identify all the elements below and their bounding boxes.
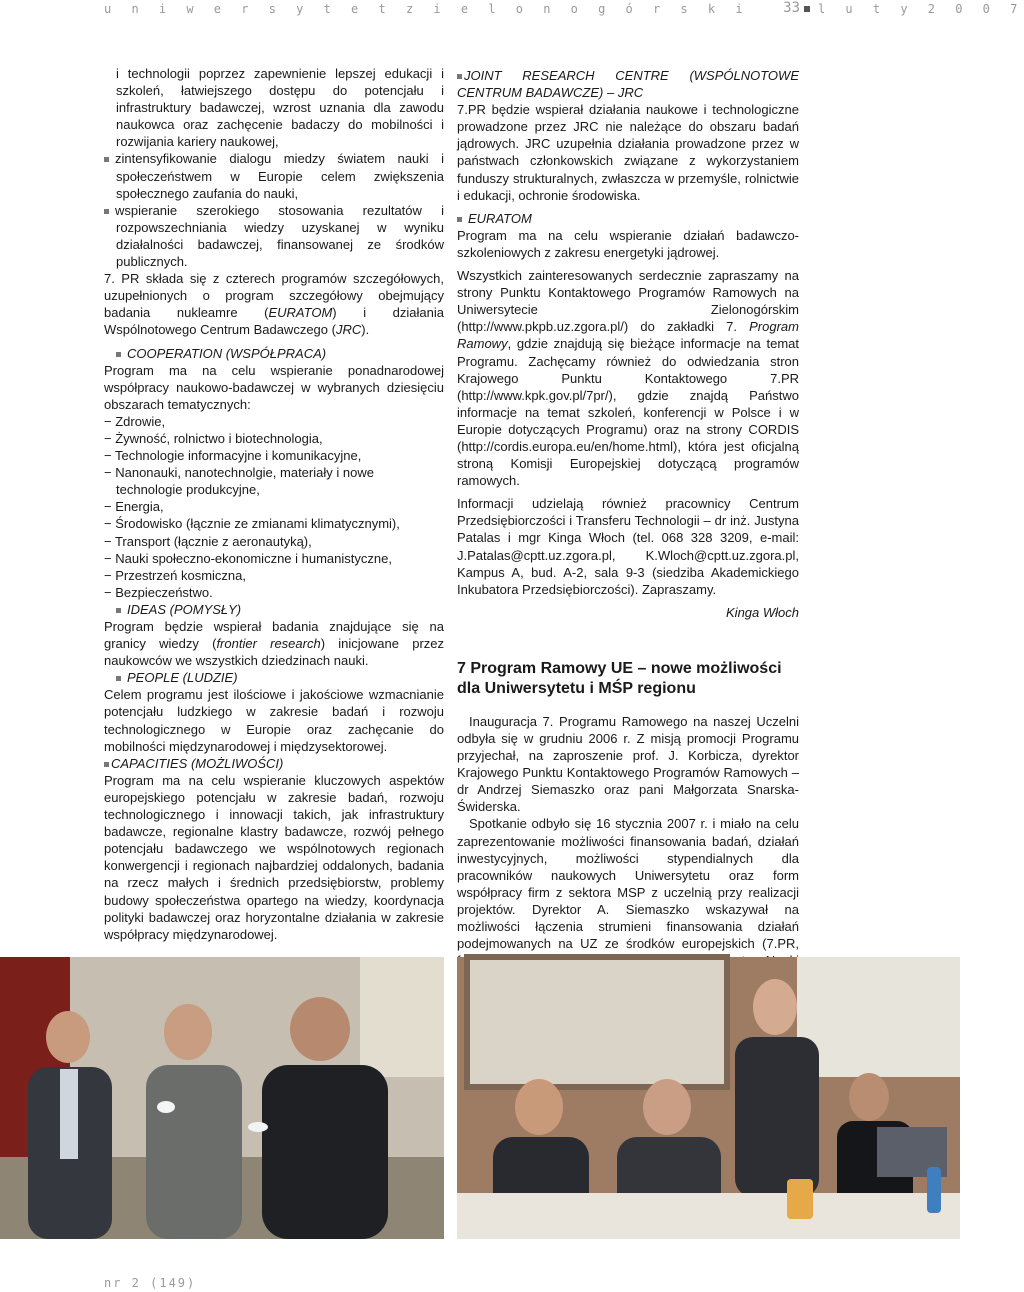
section-heading-euratom [457,210,799,227]
heading-text: JOINT RESEARCH CENTRE (WSPÓLNOTOWE CENTRUM BADAWCZE) – JRC [457,68,799,101]
ideas-emphasis: frontier research [216,636,321,652]
list-item: − Energia, [104,498,444,515]
bullet-square-icon [457,217,462,222]
header-title [104,2,1024,16]
pr7-text: 7. PR składa się z czterech programów szczegółowych, uzupełnionych o program szczegółowy obejmujący badania nukleamre ( [104,271,444,321]
list-item: − Środowisko (łącznie ze zmianami klimatycznymi), [104,515,444,532]
list-item: − Transport (łącznie z aeronautyką), [104,533,444,550]
bullet-square-icon [457,74,462,79]
ideas-part: ) inicjowane przez naukowców we wszystkich dziedzinach nauki. [104,636,445,669]
invite-emphasis: Program Ramowy [457,319,799,352]
header-separator [804,6,810,12]
author-signature: Kinga Włoch [726,604,799,620]
section-heading-cooperation [104,345,444,362]
pr7-paragraph [104,270,444,338]
page-number: 33 [783,0,800,16]
pr7-text: ). [361,322,370,338]
themes-list [104,413,444,601]
event-photo-right [457,957,960,1239]
bullet-square-icon [104,209,109,214]
page-footer: nr 2 (149) [104,1276,197,1290]
bullet-square-icon [116,608,121,613]
people-text: Celem programu jest ilościowe i jakościowe wzmacnianie potencjału ludzkiego w zakresie badań i rozwoju technologicznego w Europie oraz zachęcanie do mobilności międzynarodowej i międzysektorowej. [104,687,444,754]
bullet-square-icon [104,157,109,162]
photo-people-standing [0,957,444,1239]
capacities-text: Program ma na celu wspieranie kluczowych aspektów europejskiego potencjału w zakresie badań, rozwoju technologicznego i innowacji takich, jak infrastruktury badawcze, regionalne klastry badawcze, rozwój pełnego potencjału badawczego we wspólnotowych regionach konwergencji i regionach najbardziej oddalonych, badania na rzecz małych i średnich przedsiębiorstw, problemy budowy społeczeństwa opartego na wiedzy, koordynacja polityki badawczej oraz horyzontalne działania w zakresie współpracy międzynarodowej. [104,772,444,942]
invite-text [457,267,799,489]
invite-part: , gdzie znajdują się bieżące informacje na temat Programu. Zachęcamy również do odwiedzania stron Krajowego Punktu Kontaktowego 7.PR (http://www.kpk.gov.pl/7pr/), gdzie znajdą Państwo informacje na temat szkoleń, konferencji w Polsce i w Europie dotyczących Programu) oraz na strony CORDIS (http://cordis.europa.eu/en/home.html), która jest oficjalną stroną Komisji Europejskiej dotyczącą programów ramowych. [457,336,799,489]
article-paragraph: Inauguracja 7. Programu Ramowego na naszej Uczelni odbyła się w grudniu 2006 r. Z misją promocji Programu przyjechał, na zaproszenie prof. J. Korbicza, dyrektor Krajowego Punktu Kontaktowego Programów Ramowych – dr Andrzej Siemaszko oraz pani Małgorzata Snarska-Świderska. [457,713,799,815]
heading-text: COOPERATION (WSPÓŁPRACA) [127,345,327,361]
pr7-text: ) i działania Wspólnotowego Centrum Badawczego ( [104,305,444,338]
bullet-text: wspieranie szerokiego stosowania rezultatów i rozpowszechniania wiedzy uzyskanej w wyniku działalności badawczej, finansowanej ze środków publicznych. [115,202,444,270]
pr7-euratom: EURATOM [268,305,333,321]
section-heading-ideas [104,601,444,618]
bullet-square-icon [104,762,109,767]
heading-text: PEOPLE (LUDZIE) [127,670,238,686]
bullet-square-icon [116,676,121,681]
article-title: 7 Program Ramowy UE – nowe możliwości dla Uniwersytetu i MŚP regionu [457,659,782,697]
photo-meeting-table [457,957,960,1239]
list-item: − Zdrowie, [104,413,444,430]
bullet-item [104,202,444,270]
list-item: − Nanonauki, nanotechnolgie, materiały i nowe technologie produkcyjne, [104,464,444,498]
ideas-part: Program będzie wspierał badania znajdujące się na granicy wiedzy ( [104,619,444,652]
jrc-text: 7.PR będzie wspierał działania naukowe i technologiczne prowadzone przez JRC nie należące do obszaru badań jądrowych. JRC uzupełnia działania prowadzone przez w państwach członkowskich związane z wykorzystaniem funduszy strukturalnych, zwłaszcza w przemyśle, rolnictwie i edukacji, ochronie środowiska. [457,102,799,203]
bullet-item [104,150,444,201]
header-date: l u t y 2 0 0 7 [817,2,1024,16]
cooperation-text: Program ma na celu wspieranie ponadnarodowej współpracy naukowo-badawczej w wybranych dziesięciu obszarach tematycznych: [104,362,444,412]
section-heading-jrc [457,67,799,101]
ideas-text [104,618,444,669]
list-item: − Technologie informacyjne i komunikacyjne, [104,447,444,464]
contact-info: Informacji udzielają również pracownicy Centrum Przedsiębiorczości i Transferu Technologii – dr inż. Justyna Patalas i mgr Kinga Włoch (tel. 068 328 3209, e-mail: J.Patalas@cptt.uz.zgora.pl, K.Wloch@cptt.uz.zgora.pl, Kampus A, bud. A-2, sala 9-3 (siedziba Akademickiego Inkubatora Przedsiębiorczości). Zapraszamy. [457,496,799,597]
list-item: − Nauki społeczno-ekonomiczne i humanistyczne, [104,550,444,567]
section-heading-capacities [104,755,444,772]
invite-part: Wszystkich zainteresowanych serdecznie zapraszamy na strony Punktu Kontaktowego Programów Ramowych na Uniwersytecie Zielonogórskim (http://www.pkpb.uz.zgora.pl/) do zakładki 7. [457,268,799,335]
article-paragraph: Spotkanie odbyło się 16 stycznia 2007 r. i miało na celu zaprezentowanie możliwości finansowania badań, działań inwestycyjnych, możliwości stypendialnych dla pracowników naukowych Uniwersytetu oraz form współpracy firm z sektora MSP z uczelnią przy realizacji projektów. Dyrektor A. Siemaszko wskazywał na możliwości łączenia strumieni finansowania działań podejmowanych na UZ ze środków europejskich (7.PR, [457,816,799,952]
list-item: − Bezpieczeństwo. [104,584,444,601]
heading-text: IDEAS (POMYSŁY) [127,601,242,617]
section-heading-people [104,669,444,686]
intro-text: i technologii poprzez zapewnienie lepszej edukacji i szkoleń, łatwiejszego dostępu do potencjału i infrastruktury badawczej, wzrost uznania dla zawodu naukowca oraz zachęcenie badaczy do mobilności i rozwijania kariery naukowej, [116,66,444,150]
heading-text: EURATOM [468,210,532,226]
right-column [457,67,799,986]
euratom-text: Program ma na celu wspieranie działań badawczo-szkoleniowych z zakresu energetyki jądrowej. [457,227,799,260]
bullet-text: zintensyfikowanie dialogu miedzy światem nauki i społeczeństwem w Europie celem zwiększenia społecznego zaufania do nauki, [115,151,444,201]
left-column [104,65,444,943]
header-university: u n i w e r s y t e t z i e l o n o g ó r s k i [104,2,750,16]
list-item: − Żywność, rolnictwo i biotechnologia, [104,430,444,447]
event-photo-left [0,957,444,1239]
list-item: − Przestrzeń kosmiczna, [104,567,444,584]
page-header [0,0,1024,20]
pr7-jrc: JRC [335,322,362,338]
heading-text: CAPACITIES (MOŻLIWOŚCI) [111,755,284,771]
bullet-square-icon [116,352,121,357]
